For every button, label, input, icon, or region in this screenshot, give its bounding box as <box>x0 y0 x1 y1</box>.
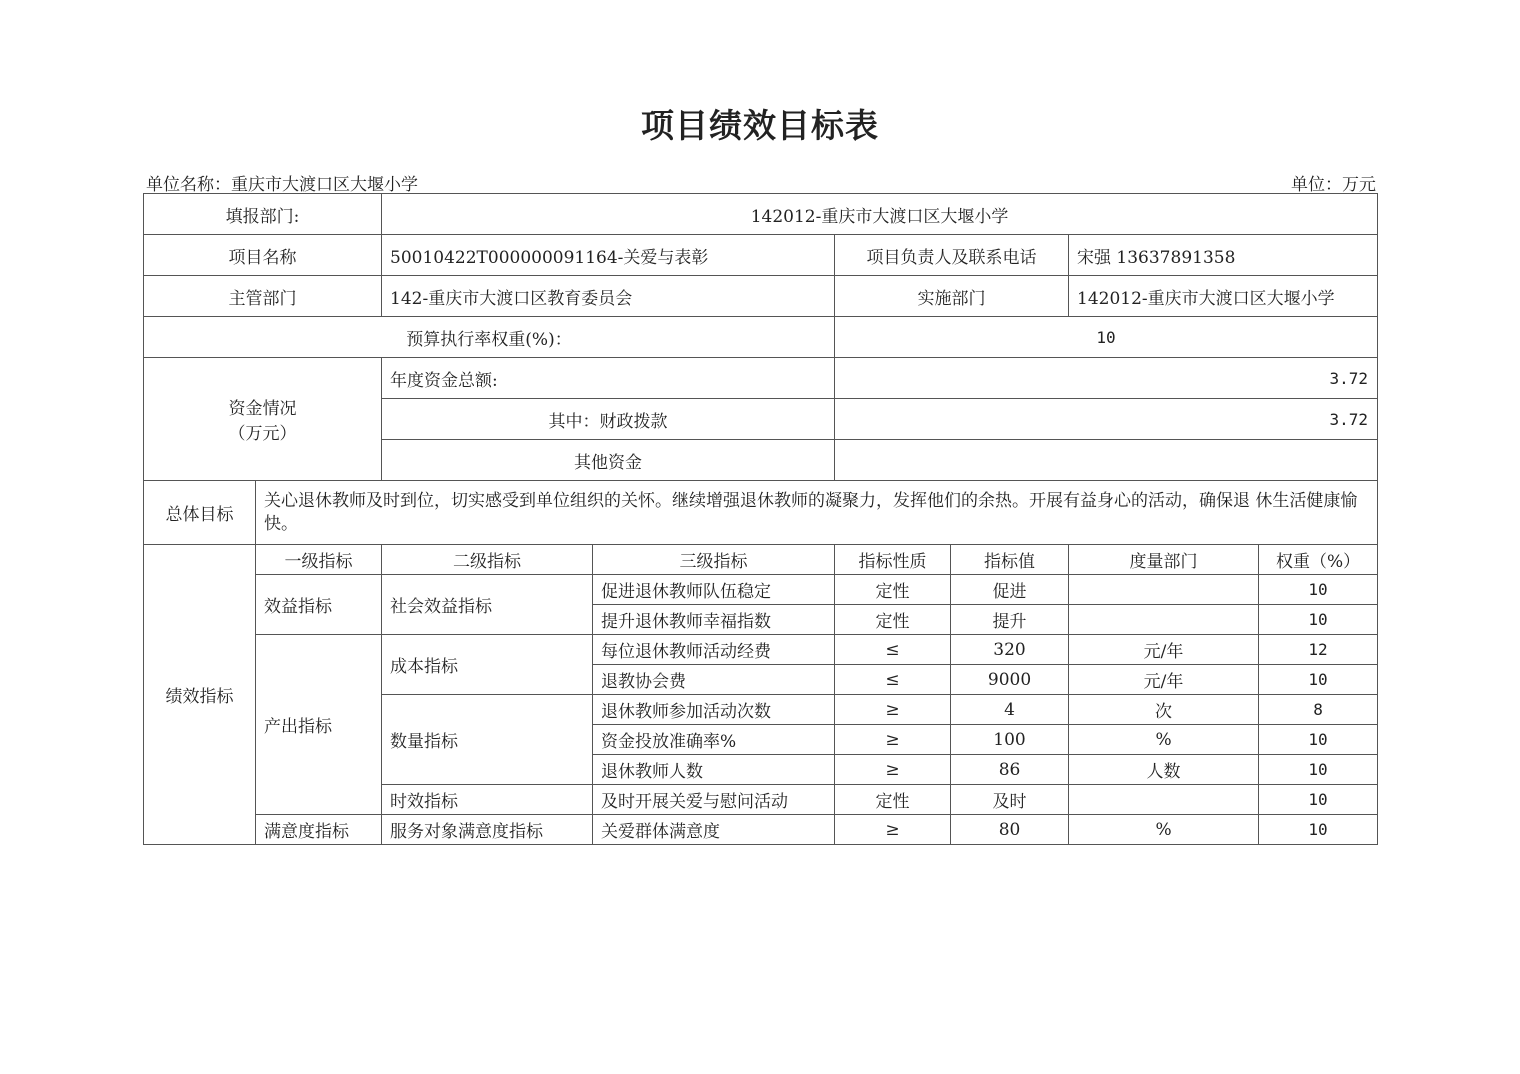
indicator-nature: 定性 <box>835 605 951 635</box>
table-row <box>144 276 1378 317</box>
other-fund-label: 其他资金 <box>382 440 835 481</box>
perf-label: 绩效指标 <box>144 545 256 845</box>
fiscal-label: 其中：财政拨款 <box>382 399 835 440</box>
level2-timeliness: 时效指标 <box>382 785 593 815</box>
indicator-name: 促进退休教师队伍稳定 <box>593 575 835 605</box>
indicator-value: 提升 <box>951 605 1069 635</box>
indicator-nature: ≥ <box>835 815 951 845</box>
indicator-weight: 10 <box>1259 785 1378 815</box>
supervisor-label: 主管部门 <box>144 276 382 317</box>
fill-dept-value: 142012-重庆市大渡口区大堰小学 <box>382 194 1378 235</box>
indicator-name: 退休教师参加活动次数 <box>593 695 835 725</box>
annual-total-label: 年度资金总额: <box>382 358 835 399</box>
indicator-unit <box>1069 575 1259 605</box>
annual-total-value: 3.72 <box>835 358 1378 399</box>
indicator-value: 4 <box>951 695 1069 725</box>
indicator-unit: % <box>1069 815 1259 845</box>
budget-weight-label: 预算执行率权重(%)： <box>144 317 835 358</box>
indicator-value: 及时 <box>951 785 1069 815</box>
table-row <box>144 235 1378 276</box>
impl-label: 实施部门 <box>835 276 1069 317</box>
indicator-weight: 12 <box>1259 635 1378 665</box>
project-name-value: 50010422T000000091164-关爱与表彰 <box>382 235 835 276</box>
header-value: 指标值 <box>951 545 1069 575</box>
table-row <box>144 358 1378 399</box>
level1-benefit: 效益指标 <box>256 575 382 635</box>
leader-label: 项目负责人及联系电话 <box>835 235 1069 276</box>
indicator-nature: 定性 <box>835 575 951 605</box>
indicator-nature: ≤ <box>835 635 951 665</box>
unit-name-label: 单位名称：重庆市大渡口区大堰小学 <box>146 175 418 195</box>
page-title: 项目绩效目标表 <box>641 106 879 145</box>
indicator-name: 资金投放准确率% <box>593 725 835 755</box>
indicator-unit: 元/年 <box>1069 635 1259 665</box>
indicator-value: 86 <box>951 755 1069 785</box>
header-unit: 度量部门 <box>1069 545 1259 575</box>
header-level3: 三级指标 <box>593 545 835 575</box>
indicator-nature: ≥ <box>835 755 951 785</box>
indicator-weight: 10 <box>1259 665 1378 695</box>
other-fund-value <box>835 440 1378 481</box>
goal-label: 总体目标 <box>144 481 256 545</box>
indicator-value: 320 <box>951 635 1069 665</box>
impl-value: 142012-重庆市大渡口区大堰小学 <box>1069 276 1378 317</box>
level2-quantity: 数量指标 <box>382 695 593 785</box>
goal-text: 关心退休教师及时到位，切实感受到单位组织的关怀。继续增强退休教师的凝聚力，发挥他们的余热。开展有益身心的活动，确保退 休生活健康愉快。 <box>256 481 1378 545</box>
table-row <box>144 317 1378 358</box>
indicator-value: 100 <box>951 725 1069 755</box>
performance-table <box>143 193 1378 845</box>
fiscal-value: 3.72 <box>835 399 1378 440</box>
unit-label: 单位：万元 <box>1291 175 1376 195</box>
indicator-unit <box>1069 605 1259 635</box>
indicator-name: 提升退休教师幸福指数 <box>593 605 835 635</box>
table-row <box>144 575 1378 605</box>
table-row <box>144 194 1378 235</box>
header-level2: 二级指标 <box>382 545 593 575</box>
indicator-unit: 元/年 <box>1069 665 1259 695</box>
indicator-weight: 8 <box>1259 695 1378 725</box>
indicator-nature: 定性 <box>835 785 951 815</box>
indicator-unit: 次 <box>1069 695 1259 725</box>
level2-cost: 成本指标 <box>382 635 593 695</box>
table-row <box>144 815 1378 845</box>
indicator-nature: ≤ <box>835 665 951 695</box>
indicator-nature: ≥ <box>835 725 951 755</box>
project-name-label: 项目名称 <box>144 235 382 276</box>
level1-output: 产出指标 <box>256 635 382 815</box>
indicator-weight: 10 <box>1259 815 1378 845</box>
header-nature: 指标性质 <box>835 545 951 575</box>
fund-label-text: 资金情况 <box>228 399 297 419</box>
indicator-weight: 10 <box>1259 605 1378 635</box>
indicator-value: 80 <box>951 815 1069 845</box>
indicator-name: 每位退休教师活动经费 <box>593 635 835 665</box>
fund-label <box>144 358 382 481</box>
indicator-unit: 人数 <box>1069 755 1259 785</box>
header-weight: 权重（%） <box>1259 545 1378 575</box>
table-row <box>144 481 1378 545</box>
level2-service-satisfaction: 服务对象满意度指标 <box>382 815 593 845</box>
indicator-name: 退休教师人数 <box>593 755 835 785</box>
indicator-unit <box>1069 785 1259 815</box>
header-level1: 一级指标 <box>256 545 382 575</box>
indicator-nature: ≥ <box>835 695 951 725</box>
indicator-weight: 10 <box>1259 755 1378 785</box>
fill-dept-label: 填报部门: <box>144 194 382 235</box>
indicator-header-row <box>144 545 1378 575</box>
indicator-name: 及时开展关爱与慰问活动 <box>593 785 835 815</box>
budget-weight-value: 10 <box>835 317 1378 358</box>
indicator-unit: % <box>1069 725 1259 755</box>
supervisor-value: 142-重庆市大渡口区教育委员会 <box>382 276 835 317</box>
leader-value: 宋强 13637891358 <box>1069 235 1378 276</box>
level1-satisfaction: 满意度指标 <box>256 815 382 845</box>
table-row <box>144 635 1378 665</box>
indicator-name: 关爱群体满意度 <box>593 815 835 845</box>
indicator-value: 促进 <box>951 575 1069 605</box>
indicator-name: 退教协会费 <box>593 665 835 695</box>
level2-social-benefit: 社会效益指标 <box>382 575 593 635</box>
indicator-weight: 10 <box>1259 575 1378 605</box>
fund-unit-text: （万元） <box>228 424 297 444</box>
indicator-value: 9000 <box>951 665 1069 695</box>
indicator-weight: 10 <box>1259 725 1378 755</box>
